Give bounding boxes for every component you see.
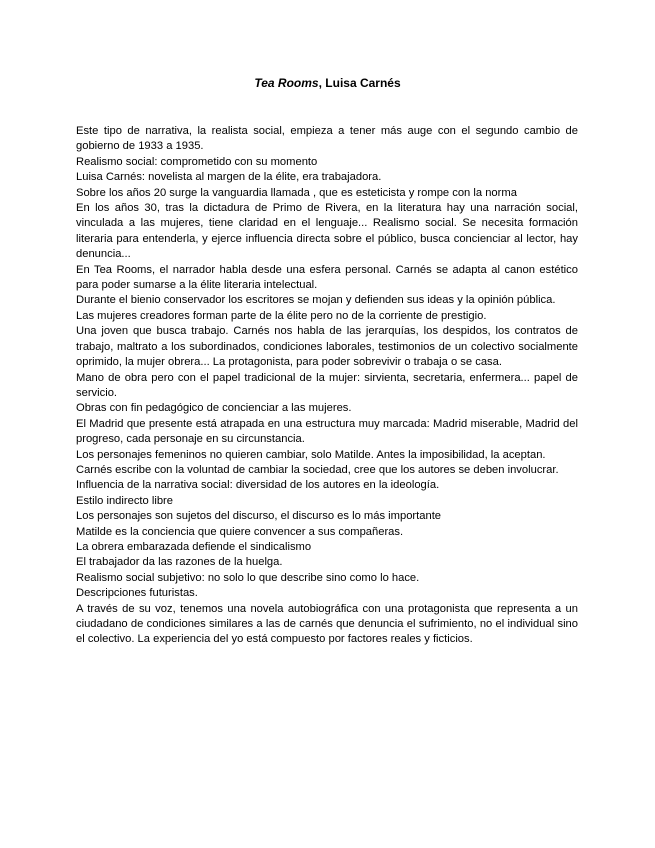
paragraph: El trabajador da las razones de la huelga. [76,556,283,569]
paragraph: En Tea Rooms, el narrador habla desde una esfera personal. Carnés se adapta al canon estético para poder sumarse a la élite literaria intelectual. [76,263,578,292]
paragraph: En los años 30, tras la dictadura de Primo de Rivera, en la literatura hay una narración social, vinculada a las mujeres, tiene claridad en el lenguaje... Realismo social. Se necesita formación literaria para entenderla, y ejerce influencia directa sobre el público, busca concienciar al lector, hay denuncia... [76,202,578,261]
paragraph: Estilo indirecto libre [76,494,174,507]
paragraph: Matilde es la conciencia que quiere convencer a sus compañeras. [76,525,404,538]
paragraph: Obras con fin pedagógico de concienciar a las mujeres. [76,402,352,415]
paragraph: Los personajes femeninos no quieren cambiar, solo Matilde. Antes la imposibilidad, la aceptan. [76,448,546,461]
paragraph: Realismo social subjetivo: no solo lo que describe sino como lo hace. [76,571,420,584]
title-work: Tea Rooms [254,76,319,90]
paragraph: Realismo social: comprometido con su momento [76,155,318,168]
page-title [0,76,655,90]
paragraph: Luisa Carnés: novelista al margen de la élite, era trabajadora. [76,171,382,184]
paragraph: Este tipo de narrativa, la realista social, empieza a tener más auge con el segundo cambio de gobierno de 1933 a 1935. [76,125,578,153]
paragraph: Sobre los años 20 surge la vanguardia llamada , que es esteticista y rompe con la norma [76,186,517,199]
title-author: , Luisa Carnés [318,76,401,90]
paragraph: Las mujeres creadores forman parte de la élite pero no de la corriente de prestigio. [76,309,487,322]
paragraph: Los personajes son sujetos del discurso, el discurso es lo más importante [76,510,442,523]
paragraph: Mano de obra pero con el papel tradicional de la mujer: sirvienta, secretaria, enfermera... papel de servicio. [76,371,578,399]
paragraph: Influencia de la narrativa social: diversidad de los autores en la ideología. [76,479,440,492]
document-body [76,124,578,648]
paragraph: A través de su voz, tenemos una novela autobiográfica con una protagonista que representa a un ciudadano de condiciones similares a las de carnés que denuncia el sufrimiento, no el individual sino el colectivo. La experiencia del yo está compuesto por factores reales y ficticios. [76,602,578,646]
paragraph: La obrera embarazada defiende el sindicalismo [76,540,312,553]
paragraph: Una joven que busca trabajo. Carnés nos habla de las jerarquías, los despidos, los contratos de trabajo, maltrato a los subordinados, condiciones laborales, testimonios de un colectivo socialmente oprimido, la mujer obrera... La protagonista, para poder sobrevivir o trabaja o se casa. [76,325,578,369]
paragraph: Carnés escribe con la voluntad de cambiar la sociedad, cree que los autores se deben involucrar. [76,463,559,476]
paragraph: El Madrid que presente está atrapada en una estructura muy marcada: Madrid miserable, Madrid del progreso, cada personaje en su circunstancia. [76,417,578,446]
paragraph: Durante el bienio conservador los escritores se mojan y defienden sus ideas y la opinión pública. [76,294,556,307]
paragraph: Descripciones futuristas. [76,587,198,600]
